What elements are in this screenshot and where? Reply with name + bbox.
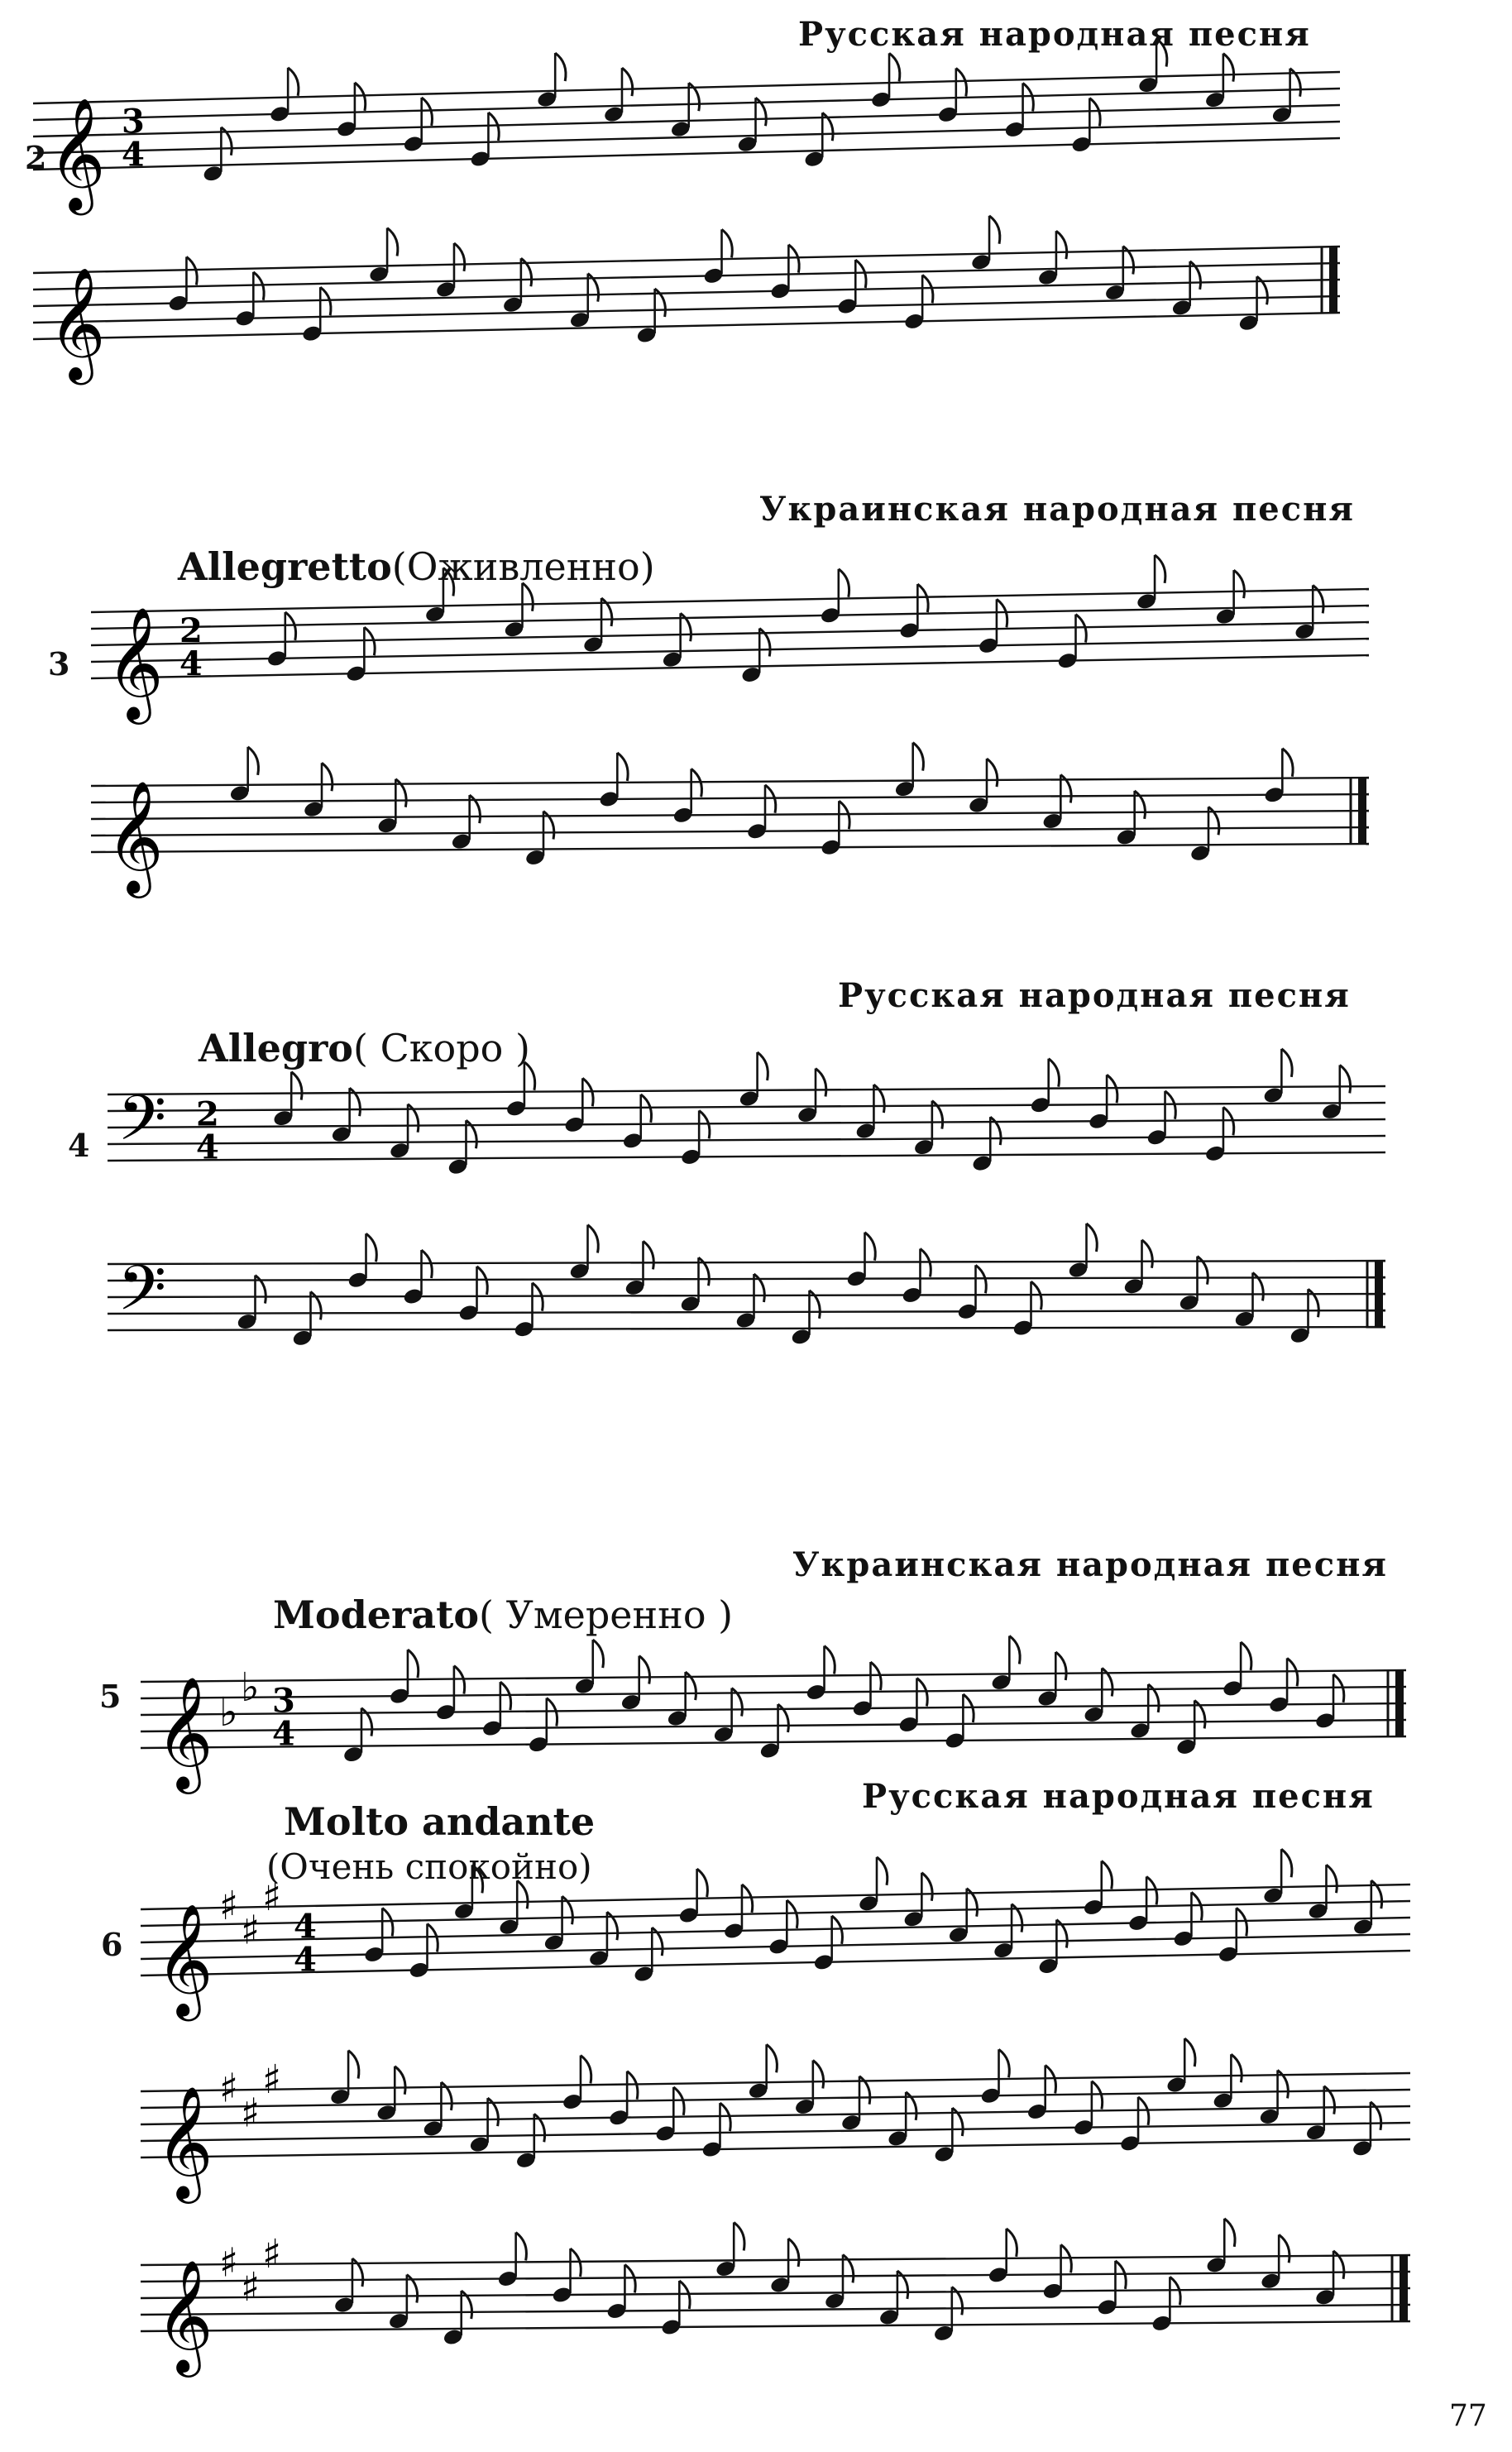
time-signature-numerator: 4 [294,1907,317,1947]
note-flag [644,1241,654,1269]
note-flag [1279,2234,1290,2263]
note-flag [1281,1849,1292,1877]
treble-clef-icon: 𝄞 [48,96,106,211]
note-flag [734,2222,744,2250]
note-flag [921,1873,932,1901]
note-flag [622,68,633,96]
staff-line [141,2073,1410,2091]
note-flag [472,1865,483,1893]
note-flag [253,272,264,300]
staff-line [141,1670,1406,1682]
time-signature-denominator: 4 [294,1940,317,1980]
note-flag [617,753,628,781]
tempo-italian: Moderato [273,1592,480,1637]
staff-line [33,89,1340,120]
note-flag [997,599,1007,627]
note-flag [288,68,299,96]
tempo-russian: ( Скоро ) [353,1026,530,1070]
treble-clef-icon: 𝄞 [156,2084,213,2199]
exercise-number-6: 6 [101,1926,123,1963]
note-flag [1184,2038,1195,2066]
note-flag [1234,570,1245,598]
note-flag [588,1225,599,1253]
note-flag [1231,2054,1242,2082]
note-flag [913,743,924,771]
time-signature-denominator: 4 [179,644,203,684]
exercise-number-3: 3 [48,645,70,682]
note-flag [322,763,333,791]
staff-line [141,2305,1410,2315]
note-flag [816,1069,826,1097]
note-flag [1056,231,1067,259]
note-flag [989,216,1000,244]
note-flag [758,1052,768,1080]
note-flag [839,569,849,597]
note-flag [1102,1861,1112,1889]
note-flag [382,1908,393,1936]
note-flag [987,759,998,787]
note-flag [742,1884,753,1913]
staff [141,2156,1410,2430]
sharp-icon: ♯ [219,2239,239,2287]
note-flag [454,243,465,271]
note-flag [1076,615,1087,643]
note-flag [825,1646,835,1674]
staff-line [108,1152,1385,1161]
time-signature-denominator: 4 [272,1714,295,1754]
tempo-italian: Molto andante [284,1799,596,1844]
treble-clef-icon: 𝄞 [156,2258,213,2373]
note-flag [788,245,799,273]
note-flag [832,1916,843,1944]
staff-line [141,1703,1406,1715]
treble-clef-icon: 𝄞 [156,1674,213,1789]
note-flag [1089,98,1100,127]
time-signature-numerator: 3 [272,1681,295,1721]
note-flag [865,1233,876,1261]
note-flag [1087,1224,1098,1252]
note-flag [555,53,566,81]
note-flag [1156,39,1167,67]
note-flag [1049,1059,1060,1087]
tempo-italian: Allegretto [178,544,392,589]
note-flag [917,584,928,612]
treble-clef-icon: 𝄞 [106,778,164,893]
staff-line [33,313,1340,339]
note-flag [1282,749,1293,777]
note-flag [1191,1892,1202,1920]
note-flag [248,747,259,775]
note-flag [639,1656,650,1684]
note-flag [524,1062,535,1090]
note-flag [855,260,866,288]
time-signature-denominator: 4 [122,135,145,175]
staff-line [33,296,1340,323]
note-flag [1241,1642,1251,1670]
note-flag [348,2051,359,2079]
treble-clef-icon: 𝄞 [48,266,106,381]
note-flag [1237,1908,1247,1936]
staff-line [108,1261,1385,1264]
note-flag [355,83,366,111]
staff [108,1161,1385,1430]
note-flag [1142,1240,1153,1268]
sharp-icon: ♯ [219,1883,239,1930]
staff-line [108,1277,1385,1281]
note-flag [956,68,967,96]
note-flag [697,1869,708,1897]
note-flag [1155,555,1165,583]
attribution-ex2: Русская народная песня [798,15,1311,54]
note-flag [523,583,534,611]
note-flag [1007,2229,1017,2257]
sharp-icon: ♯ [262,1874,282,1921]
note-flag [788,2239,799,2267]
note-flag [1023,83,1034,111]
staff [91,678,1369,951]
note-flag [428,1923,438,1952]
staff-line [141,2139,1410,2157]
note-flag [366,1233,377,1262]
note-flag [408,1650,419,1678]
staff-line [141,2123,1410,2141]
note-flag [1223,54,1234,82]
time-signature-numerator: 2 [179,611,203,651]
bass-clef-icon: 𝄢 [117,1251,167,1340]
sharp-icon: ♯ [241,1907,261,1954]
sharp-icon: ♯ [241,2264,261,2311]
staff-line [141,1720,1406,1731]
note-flag [422,98,433,126]
note-flag [722,229,733,257]
sharp-icon: ♯ [262,2056,282,2103]
note-flag [516,2233,527,2261]
treble-clef-icon: 𝄞 [156,1902,213,2017]
staff-line [91,827,1369,836]
note-flag [488,113,499,141]
note-flag [320,287,331,315]
staff-line [108,1327,1385,1330]
exercise-number-4: 4 [68,1127,90,1164]
attribution-ex6: Русская народная песня [862,1777,1375,1816]
staff-line [108,1136,1385,1144]
tempo-russian: ( Умеренно ) [479,1592,734,1637]
note-flag [1326,1865,1337,1893]
staff-line [91,794,1369,802]
note-flag [767,2044,778,2072]
staff-line [108,1119,1385,1128]
flat-icon: ♭ [219,1689,238,1736]
note-flag [291,1072,302,1100]
bass-clef-icon: 𝄢 [117,1081,167,1171]
time-signature-denominator: 4 [196,1128,219,1167]
attribution-ex4: Русская народная песня [838,976,1351,1015]
exercise-number-2: 2 [25,139,47,176]
sharp-icon: ♯ [241,2090,261,2137]
page-number: 77 [1449,2399,1487,2433]
staff-line [91,844,1369,852]
note-flag [364,627,375,655]
note-flag [186,256,197,285]
time-signature-numerator: 2 [196,1094,219,1134]
staff-line [33,280,1340,306]
note-flag [922,275,933,303]
staff-line [141,2106,1410,2124]
treble-clef-icon: 𝄞 [106,605,164,720]
note-flag [1340,1065,1351,1093]
note-flag [387,228,398,256]
staff-line [33,247,1340,273]
sharp-icon: ♯ [219,2065,239,2112]
exercise-number-5: 5 [99,1678,122,1715]
staff-line [91,811,1369,819]
staff-line [141,1687,1406,1698]
note-flag [593,1640,604,1668]
note-flag [395,2066,405,2095]
staff-line [33,263,1340,290]
note-flag [1146,1876,1157,1904]
note-flag [889,53,900,81]
note-flag [581,2056,591,2084]
note-flag [1224,2219,1235,2247]
tempo-russian: (Оживленно) [391,544,655,589]
note-flag [813,2060,824,2088]
flat-icon: ♭ [241,1664,260,1711]
attribution-ex3: Украинская народная песня [759,490,1355,529]
note-flag [1055,1652,1066,1680]
tempo-italian: Allegro [199,1026,353,1070]
note-flag [999,2049,1010,2077]
attribution-ex5: Украинская народная песня [792,1545,1388,1584]
note-flag [285,612,296,640]
note-flag [787,1900,797,1928]
staff-line [141,2321,1410,2331]
note-flag [517,1880,528,1908]
time-signature-numerator: 3 [122,102,145,141]
staff-line [91,778,1369,786]
note-flag [443,568,454,596]
sharp-icon: ♯ [262,2230,282,2277]
note-flag [877,1857,888,1885]
staff-line [108,1310,1385,1314]
note-flag [1009,1635,1020,1664]
staff [33,147,1340,438]
note-flag [1281,1049,1292,1077]
tempo-russian-ex6: (Очень спокойно) [266,1846,592,1887]
